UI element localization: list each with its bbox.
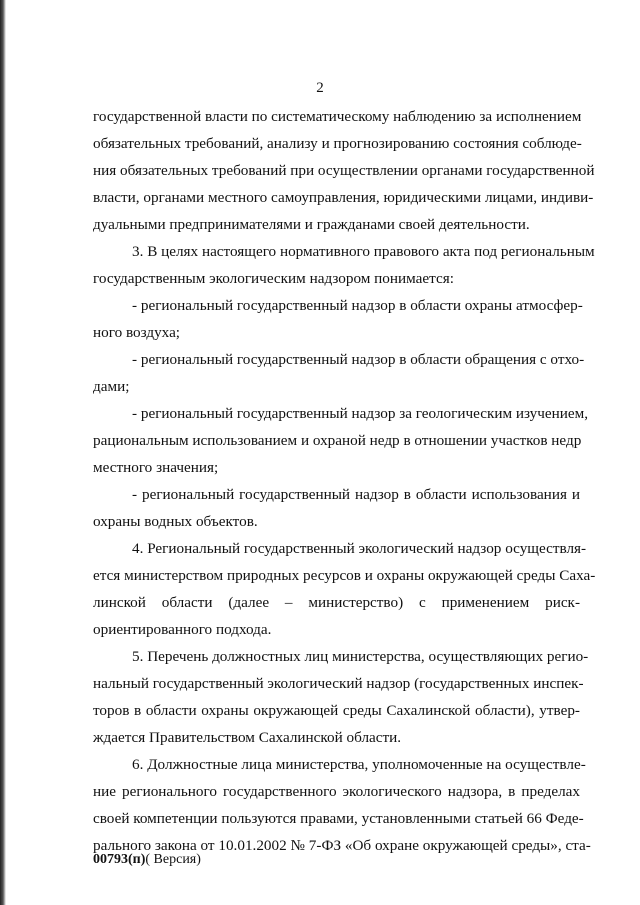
text-line: дами; [93, 378, 130, 395]
text-line: местного значения; [93, 459, 219, 476]
text-line: обязательных требований, анализу и прогнозированию состояния соблюде- [93, 135, 582, 152]
text-line: государственным экологическим надзором понимается: [93, 270, 454, 287]
text-line: дуальными предпринимателями и гражданами своей деятельности. [93, 216, 530, 233]
text-line: линской области (далее – министерство) с применением риск- [93, 594, 580, 611]
text-line: государственной власти по систематическому наблюдению за исполнением [93, 108, 582, 125]
text-line: 6. Должностные лица министерства, уполномоченные на осуществле- [132, 756, 586, 773]
text-line: своей компетенции пользуются правами, установленными статьей 66 Феде- [93, 810, 584, 827]
text-line: ние регионального государственного экологического надзора, в пределах [93, 783, 580, 800]
text-line: рациональным использованием и охраной недр в отношении участков недр [93, 432, 582, 449]
text-line: рального закона от 10.01.2002 № 7-ФЗ «Об охране окружающей среды», ста- [93, 837, 591, 854]
text-line: 5. Перечень должностных лиц министерства, осуществляющих регио- [132, 648, 589, 665]
text-line: - региональный государственный надзор в области охраны атмосфер- [132, 297, 583, 314]
text-line: ного воздуха; [93, 324, 181, 341]
text-line: ориентированного подхода. [93, 621, 272, 638]
text-line: - региональный государственный надзор в области использования и [132, 486, 580, 503]
text-line: нальный государственный экологический надзор (государственных инспек- [93, 675, 584, 692]
text-line: 3. В целях настоящего нормативного правового акта под региональным [132, 243, 595, 260]
text-line: - региональный государственный надзор за геологическим изучением, [132, 405, 589, 422]
text-line: 4. Региональный государственный экологический надзор осуществля- [132, 540, 587, 557]
document-version: ( Версия) [145, 852, 201, 867]
scan-edge [0, 0, 6, 905]
page-number: 2 [316, 80, 324, 96]
text-line: - региональный государственный надзор в области обращения с отхо- [132, 351, 585, 368]
document-code: 00793(п) [93, 852, 146, 867]
text-line: власти, органами местного самоуправления, юридическими лицами, индиви- [93, 189, 594, 206]
text-line: охраны водных объектов. [93, 513, 258, 530]
text-line: торов в области охраны окружающей среды Сахалинской области), утвер- [93, 702, 580, 719]
text-line: ется министерством природных ресурсов и охраны окружающей среды Саха- [93, 567, 596, 584]
text-line: ния обязательных требований при осуществлении органами государственной [93, 162, 595, 179]
document-footer [93, 852, 201, 868]
text-line: ждается Правительством Сахалинской области. [93, 729, 402, 746]
